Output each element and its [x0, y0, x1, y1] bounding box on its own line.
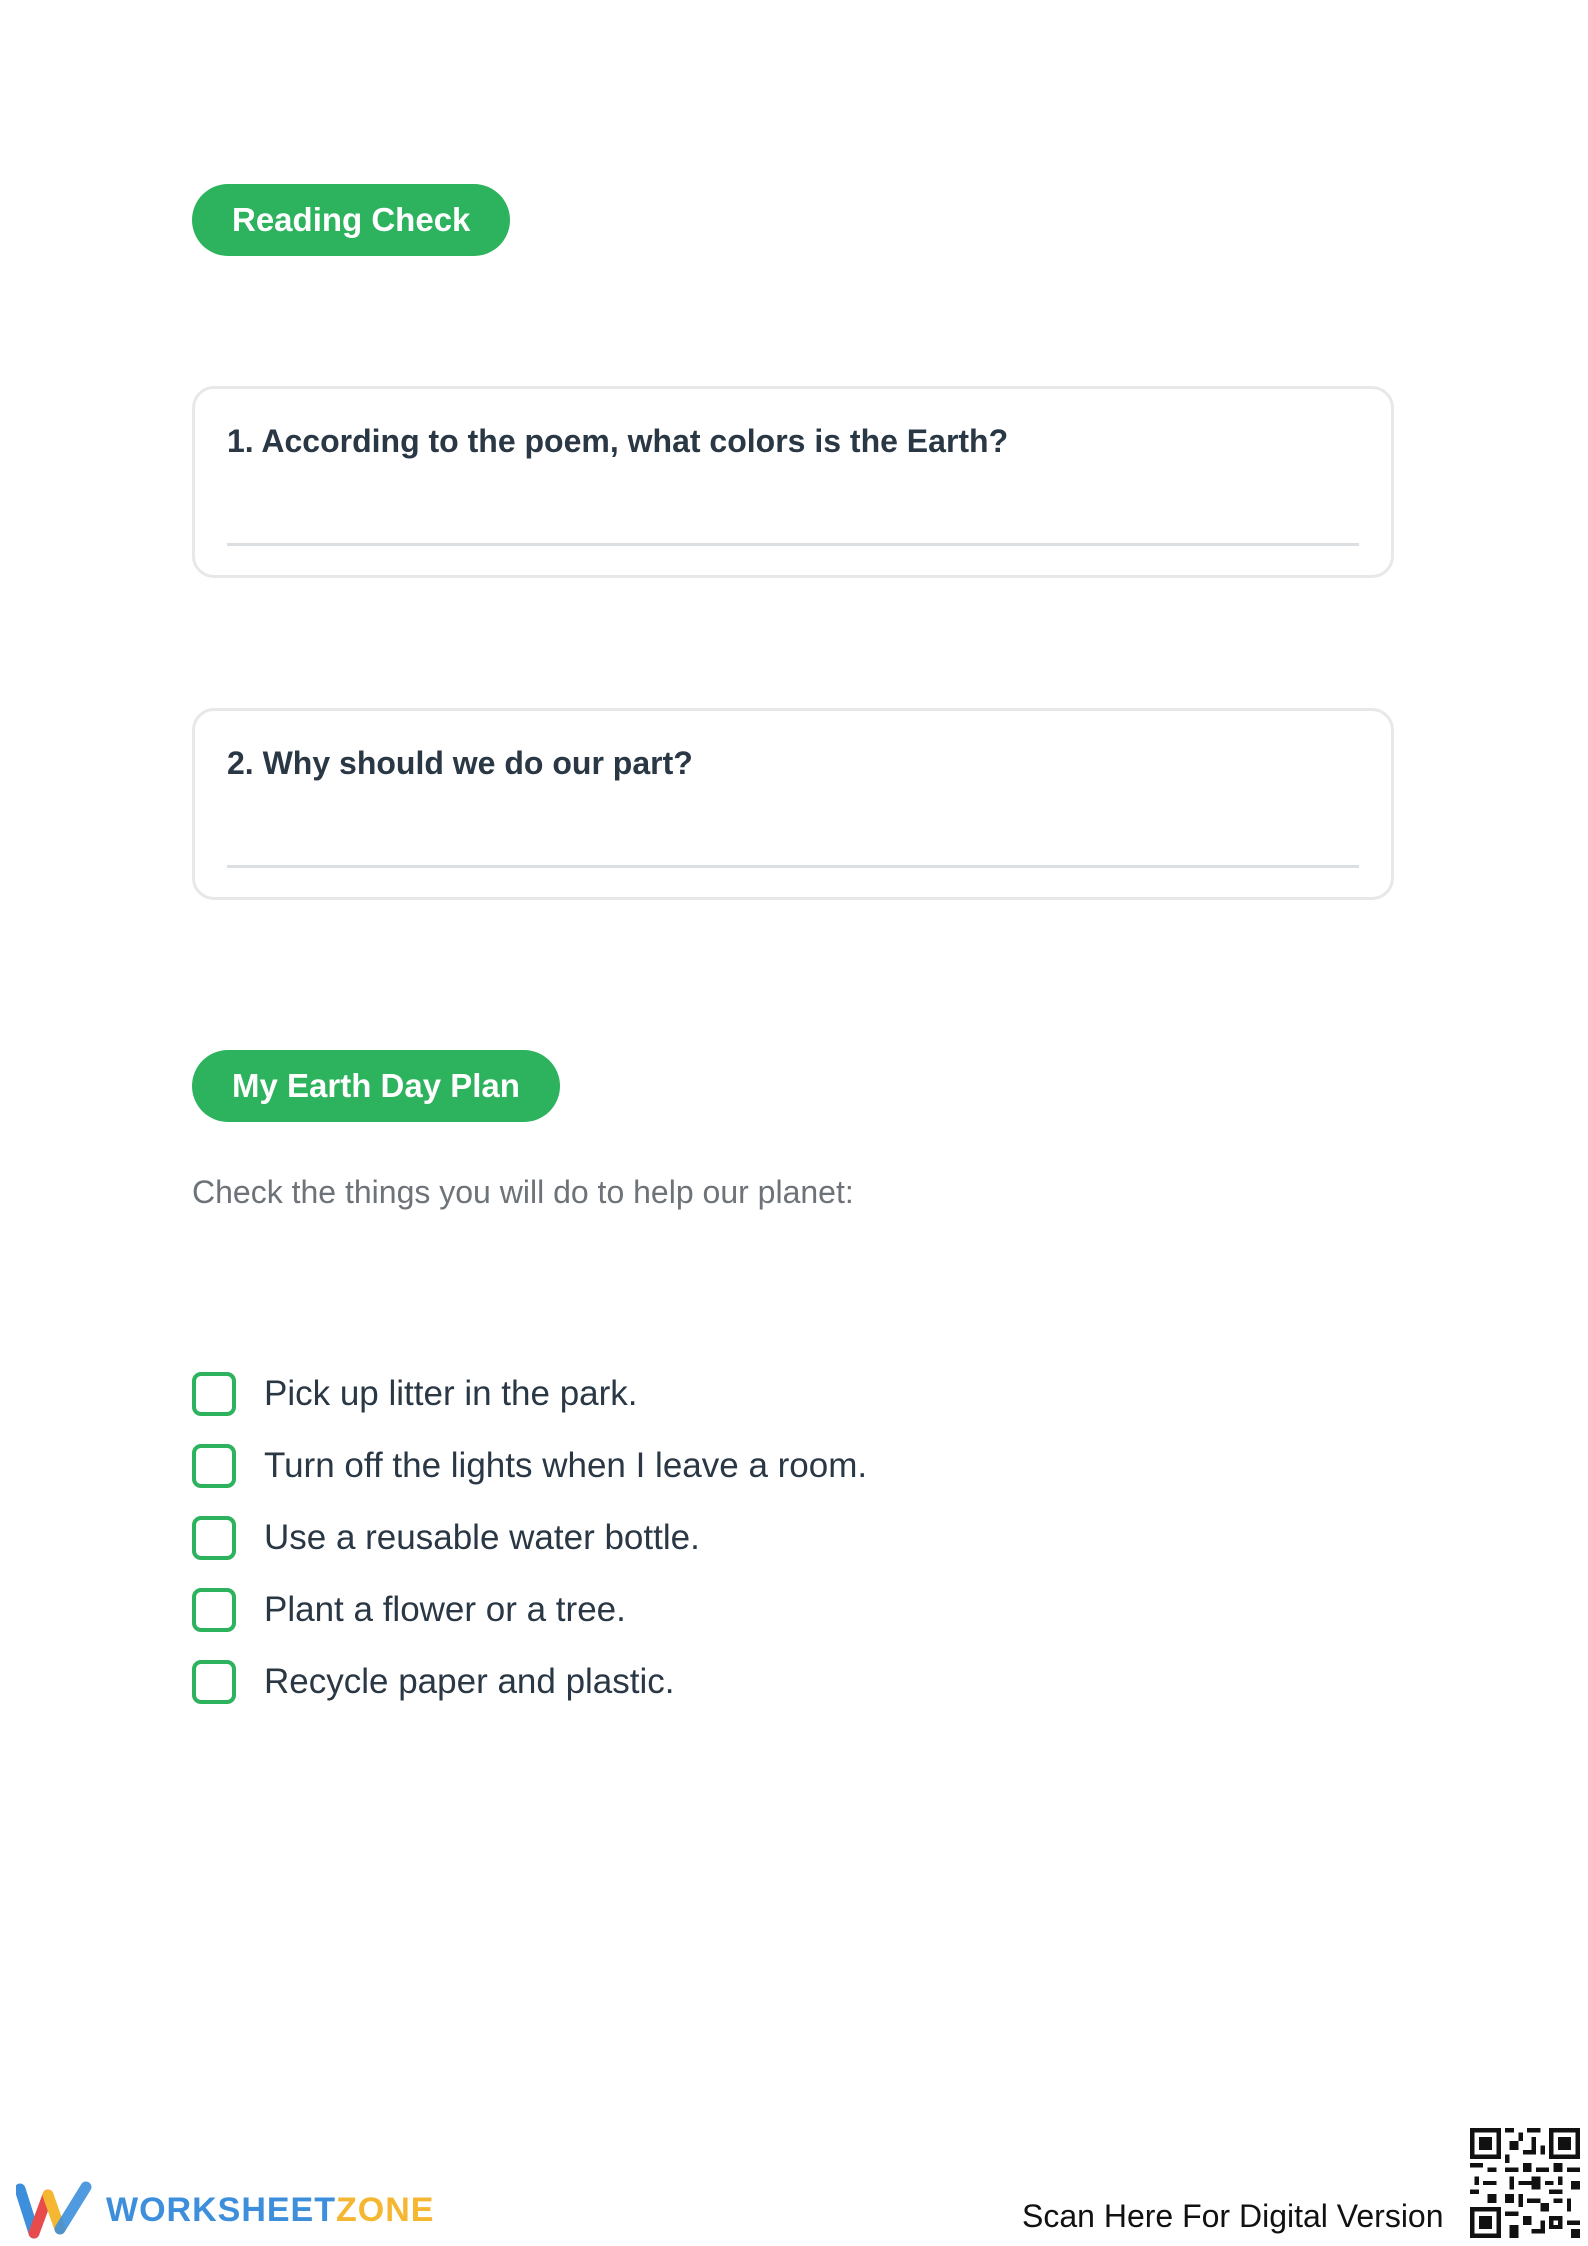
checklist-item	[192, 1358, 867, 1430]
answer-line-2[interactable]	[227, 865, 1359, 868]
question-2-text: 2. Why should we do our part?	[227, 745, 693, 781]
checkbox[interactable]	[192, 1444, 236, 1488]
brand-logo	[16, 2180, 434, 2240]
reading-check-heading: Reading Check	[192, 184, 510, 256]
checkbox[interactable]	[192, 1372, 236, 1416]
brand-name-part1: WORKSHEET	[106, 2190, 336, 2229]
checklist-item	[192, 1430, 867, 1502]
checklist-item	[192, 1646, 867, 1718]
answer-line-1[interactable]	[227, 543, 1359, 546]
brand-name	[106, 2191, 434, 2230]
qr-code-icon[interactable]	[1470, 2128, 1580, 2238]
checkbox[interactable]	[192, 1588, 236, 1632]
checkbox[interactable]	[192, 1660, 236, 1704]
checklist-label: Recycle paper and plastic.	[264, 1662, 675, 1701]
question-box-1	[192, 386, 1394, 578]
earth-day-plan-heading: My Earth Day Plan	[192, 1050, 560, 1122]
checklist-label: Pick up litter in the park.	[264, 1374, 638, 1413]
question-1-text: 1. According to the poem, what colors is the Earth?	[227, 423, 1009, 459]
checklist-label: Plant a flower or a tree.	[264, 1590, 626, 1629]
question-box-2	[192, 708, 1394, 900]
scan-instruction: Scan Here For Digital Version	[1022, 2198, 1444, 2234]
worksheetzone-logo-icon	[16, 2181, 92, 2239]
brand-name-part2: ZONE	[336, 2190, 435, 2229]
checklist	[192, 1358, 867, 1718]
checklist-label: Use a reusable water bottle.	[264, 1518, 700, 1557]
checklist-label: Turn off the lights when I leave a room.	[264, 1446, 868, 1485]
checklist-item	[192, 1574, 867, 1646]
checklist-item	[192, 1502, 867, 1574]
checkbox[interactable]	[192, 1516, 236, 1560]
instruction-text: Check the things you will do to help our planet:	[192, 1174, 854, 1210]
